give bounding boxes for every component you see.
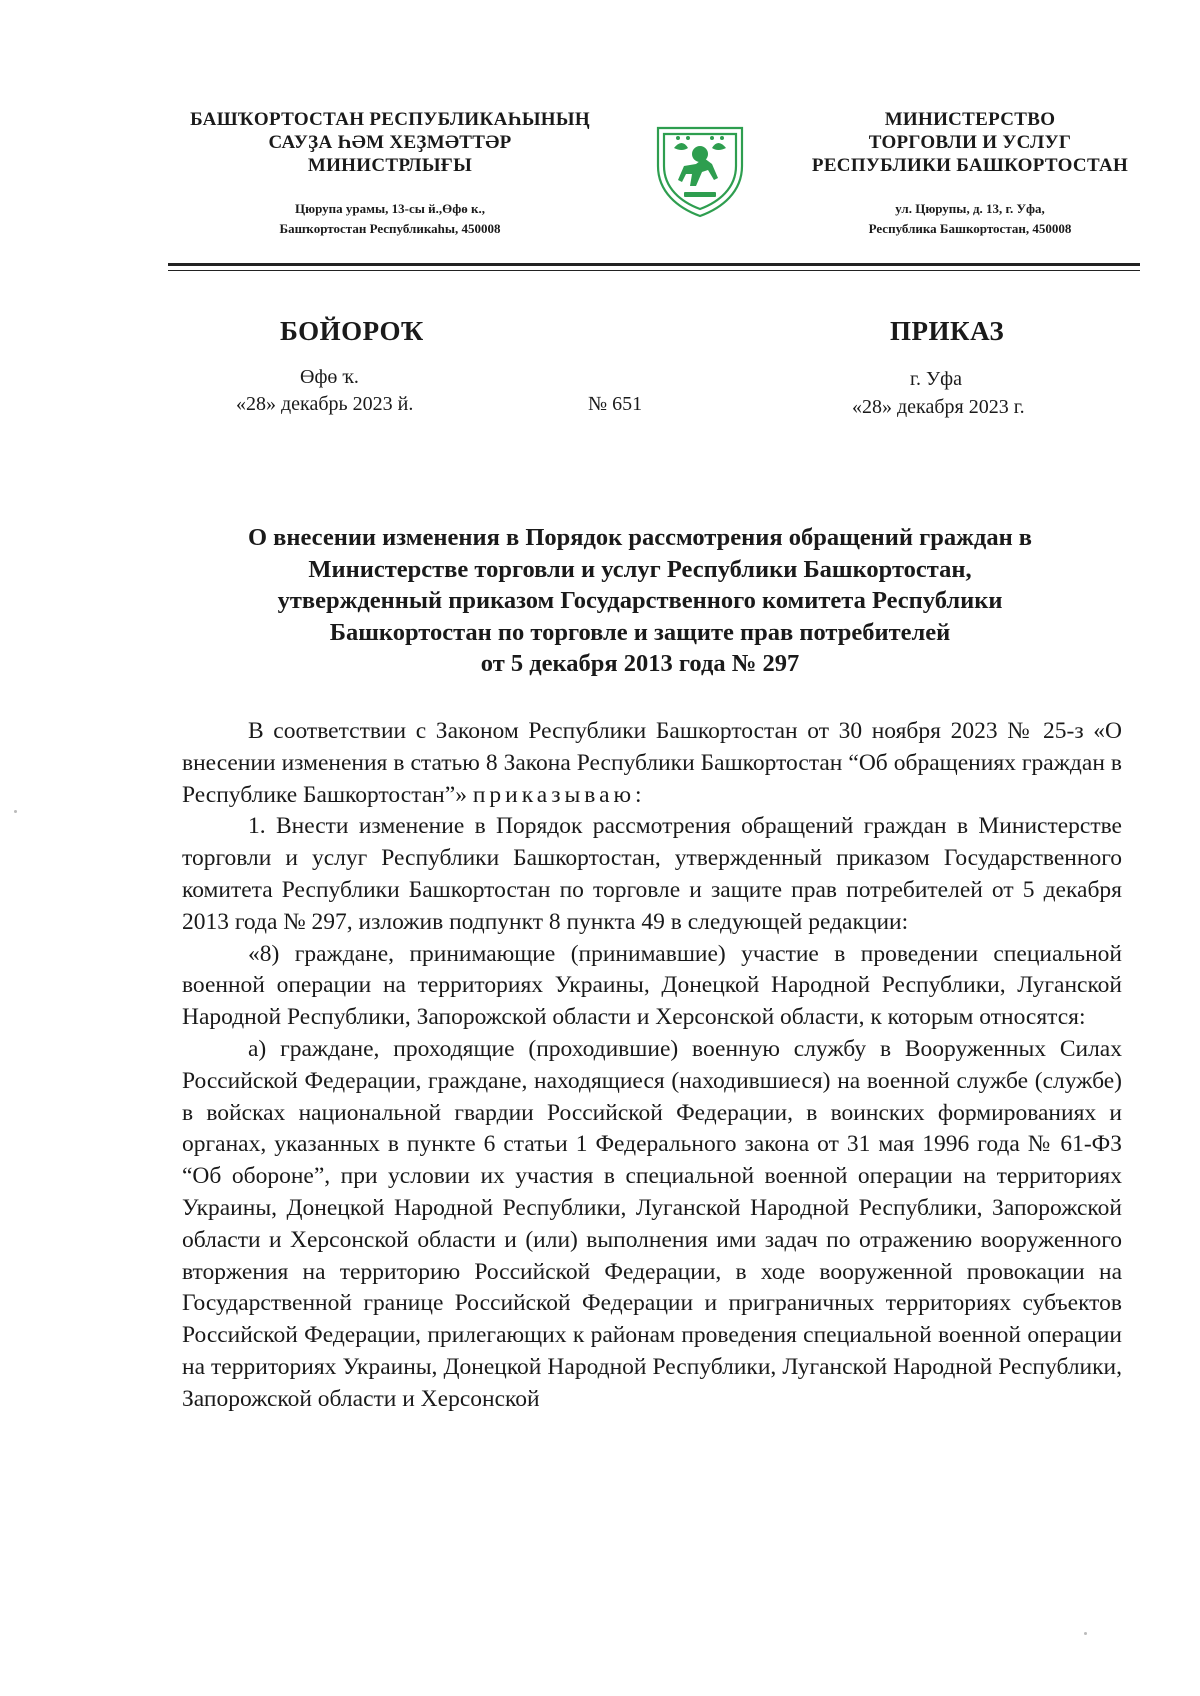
- ministry-name-line: САУҘА ҺӘМ ХЕҘМӘТТӘР: [268, 132, 512, 153]
- preamble-text: В соответствии с Законом Республики Башкортостан от 30 ноября 2023 № 25-з «О внесении изменения в статью 8 Закона Республики Башкортостан “Об обращениях граждан в Республике Башкортостан”»: [182, 718, 1122, 808]
- title-line: Башкортостан по торговле и защите прав потребителей: [329, 618, 951, 646]
- order-number: № 651: [588, 393, 643, 415]
- title-line: О внесении изменения в Порядок рассмотрения обращений граждан в: [247, 524, 1033, 551]
- ministry-name-line: МИНИСТЕРСТВО: [884, 109, 1056, 130]
- address-line: Башҡортостан Республикаһы, 450008: [279, 221, 501, 236]
- preamble-paragraph: [182, 716, 1122, 811]
- city-russian: г. Уфа: [910, 368, 962, 390]
- item-a-paragraph: а) граждане, проходящие (проходившие) военную службу в Вооруженных Силах Российской Федерации, граждане, находящиеся (находившиеся) на военной службе (службе) в войсках национальной гвардии Российской Федерации, в воинских формированиях и органах, указанных в пункте 6 статьи 1 Федерального закона от 31 мая 1996 года № 61-ФЗ “Об обороне”, при условии их участия в специальной военной операции на территориях Украины, Донецкой Народной Республики, Луганской Народной Республики, Запорожской области и Херсонской области и (или) выполнения ими задач по отражению вооруженного вторжения на территорию Российской Федерации, в ходе вооруженной провокации на Государственной границе Российской Федерации и приграничных территориях субъектов Российской Федерации, прилегающих к районам проведения специальной военной операции на территориях Украины, Донецкой Народной Республики, Луганской Народной Республики, Запорожской области и Херсонской: [182, 1035, 1122, 1412]
- address-line: ул. Цюрупы, д. 13, г. Уфа,: [895, 201, 1045, 216]
- ministry-name-line: МИНИСТРЛЫҒЫ: [307, 155, 473, 176]
- header-divider-thin: [168, 270, 1140, 271]
- item-8-paragraph: «8) граждане, принимающие (принимавшие) участие в проведении специальной военной операции на территориях Украины, Донецкой Народной Республики, Луганской Народной Республики, Запорожской области и Херсонской области, к которым относятся:: [182, 940, 1122, 1031]
- ministry-name-line: РЕСПУБЛИКИ БАШКОРТОСТАН: [811, 155, 1129, 176]
- address-line: Цюрупа урамы, 13-сы й.,Өфө к.,: [295, 201, 485, 216]
- order-heading-bashkir: БОЙОРОҠ: [280, 316, 424, 346]
- city-bashkir: Өфө ҡ.: [300, 366, 359, 388]
- scan-artifact: [14, 810, 17, 813]
- order-word: приказываю:: [472, 781, 646, 808]
- header-divider-thick: [168, 263, 1140, 266]
- letterhead-russian: [790, 108, 1150, 239]
- order-heading-russian: ПРИКАЗ: [890, 316, 1005, 346]
- title-line: Министерстве торговли и услуг Республики Башкортостан,: [308, 555, 972, 583]
- item-1-paragraph: 1. Внести изменение в Порядок рассмотрения обращений граждан в Министерстве торговли и услуг Республики Башкортостан, утвержденный приказом Государственного комитета Республики Башкортостан по торговле и защите прав потребителей от 5 декабря 2013 года № 297, изложив подпункт 8 пункта 49 в следующей редакции:: [182, 813, 1122, 935]
- ministry-name-russian: [790, 108, 1150, 177]
- coat-of-arms-emblem: [644, 108, 756, 220]
- ministry-name-bashkir: [160, 108, 620, 177]
- date-russian: «28» декабря 2023 г.: [852, 396, 1025, 418]
- ministry-name-line: ТОРГОВЛИ И УСЛУГ: [868, 132, 1072, 153]
- title-line: от 5 декабря 2013 года № 297: [480, 650, 800, 677]
- address-bashkir: [160, 199, 620, 239]
- document-title: [180, 522, 1100, 680]
- scan-artifact: [1084, 1632, 1087, 1635]
- address-line: Республика Башкортостан, 450008: [868, 221, 1072, 236]
- title-line: утвержденный приказом Государственного комитета Республики: [277, 587, 1003, 614]
- ministry-name-line: БАШҠОРТОСТАН РЕСПУБЛИКАҺЫНЫҢ: [190, 109, 590, 130]
- document-body: [182, 716, 1122, 1416]
- letterhead-bashkir: [160, 108, 620, 239]
- address-russian: [790, 199, 1150, 239]
- date-bashkir: «28» декабрь 2023 й.: [236, 393, 414, 415]
